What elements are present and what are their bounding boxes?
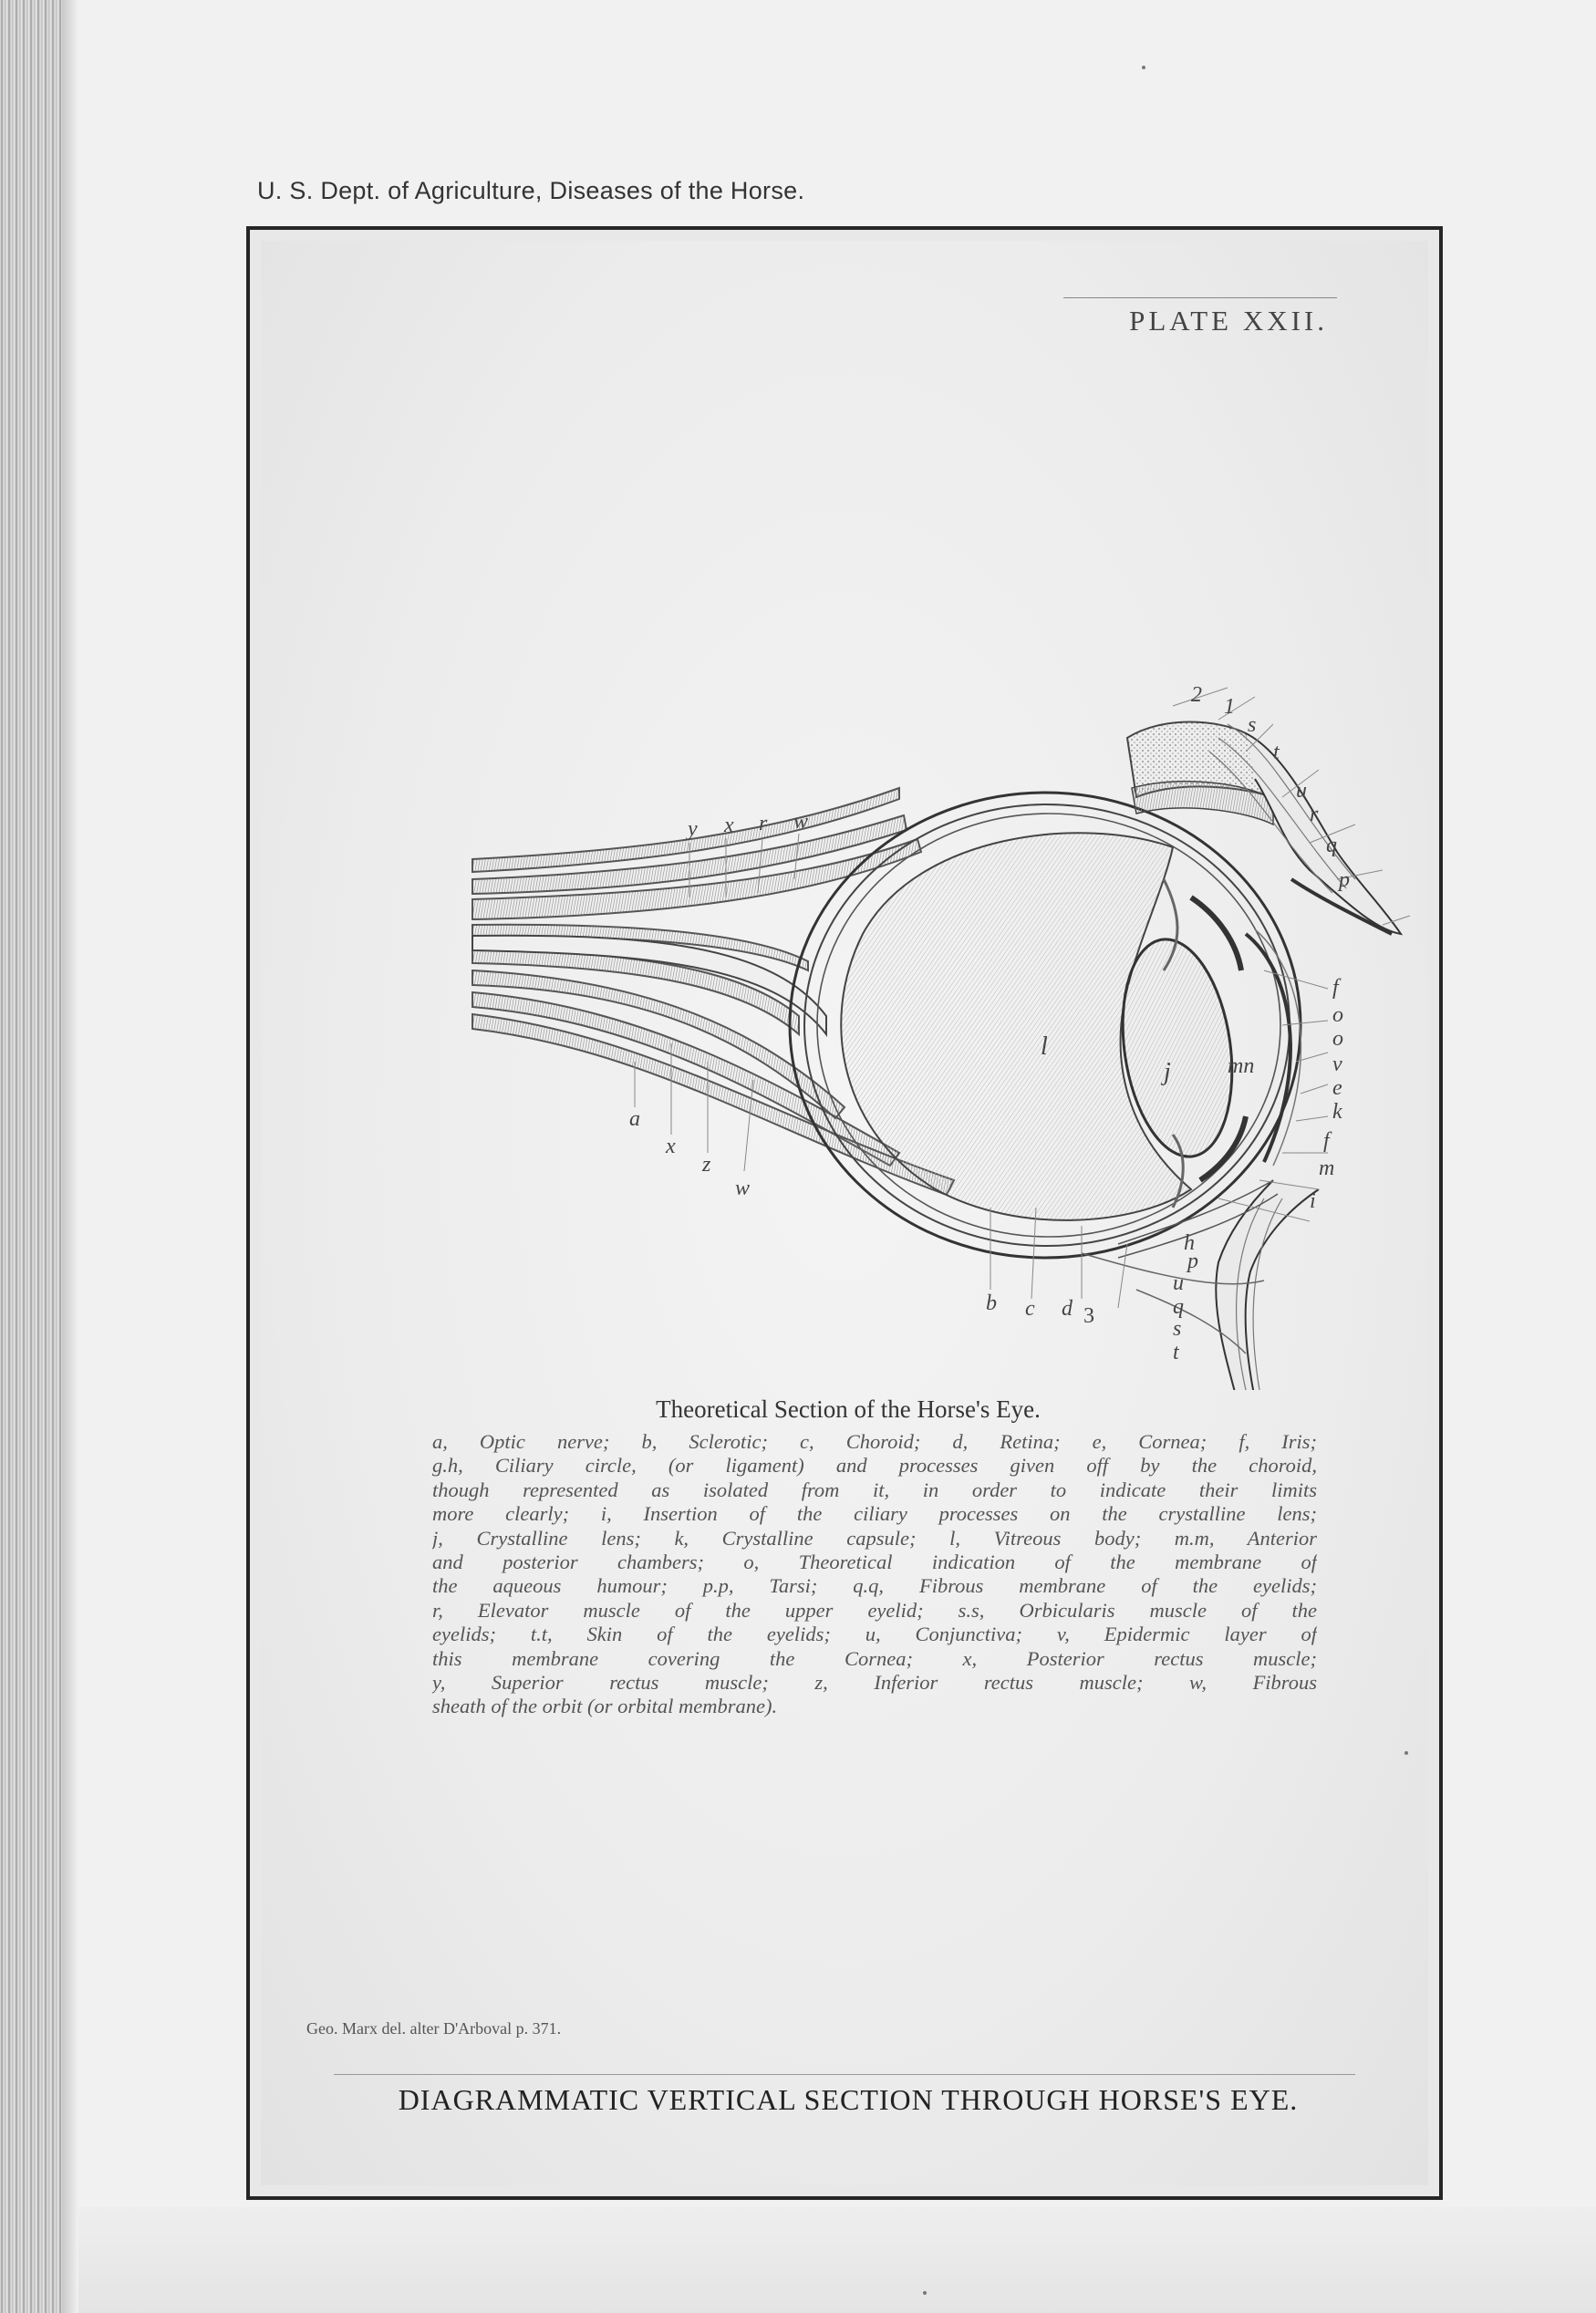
label-q-low: q [1173, 1295, 1184, 1319]
label-q: q [1326, 834, 1337, 857]
label-t-low: t [1173, 1341, 1179, 1364]
book-binding [0, 0, 62, 2313]
paper-fleck [923, 2291, 927, 2295]
page-bottom-margin [78, 2207, 1596, 2313]
label-c: c [1025, 1297, 1035, 1321]
legend-line: a, Optic nerve; b, Sclerotic; c, Choroid; d, Retina; e, Cornea; f, Iris; [432, 1430, 1317, 1453]
label-2: 2 [1191, 683, 1202, 707]
eye-section-diagram [261, 241, 1435, 1390]
legend-line: though represented as isolated from it, in order to indicate their limits [432, 1478, 1317, 1501]
legend-line: this membrane covering the Cornea; x, Posterior rectus muscle; [432, 1646, 1317, 1670]
label-s-low: s [1173, 1317, 1182, 1341]
legend-line: and posterior chambers; o, Theoretical indication of the membrane of [432, 1551, 1317, 1574]
label-u: u [1296, 779, 1307, 803]
running-head: U. S. Dept. of Agriculture, Diseases of the Horse. [257, 177, 805, 204]
label-e: e [1332, 1076, 1342, 1100]
label-y: y [688, 817, 698, 841]
legend-line: eyelids; t.t, Skin of the eyelids; u, Conjunctiva; v, Epidermic layer of [432, 1623, 1317, 1646]
legend-line: r, Elevator muscle of the upper eyelid; s.s, Orbicularis muscle of the [432, 1598, 1317, 1622]
paper-fleck [1142, 66, 1145, 69]
label-i: i [1310, 1189, 1316, 1213]
label-w-top: w [793, 810, 809, 834]
artist-credit: Geo. Marx del. alter D'Arboval p. 371. [306, 2019, 562, 2038]
legend-line: the aqueous humour; p.p, Tarsi; q.q, Fibrous membrane of the eyelids; [432, 1574, 1317, 1598]
label-o-1: o [1332, 1003, 1343, 1027]
paper-fleck [1404, 1751, 1408, 1755]
figure-caption-title: Theoretical Section of the Horse's Eye. [656, 1395, 1041, 1423]
main-title-rule [334, 2074, 1355, 2075]
plate-inner [261, 241, 1428, 2185]
legend-line: j, Crystalline lens; k, Crystalline capsule; l, Vitreous body; m.m, Anterior [432, 1526, 1317, 1550]
label-s: s [1248, 713, 1257, 737]
label-p-low: p [1187, 1250, 1198, 1273]
plate-number: PLATE XXII. [1129, 305, 1328, 337]
label-h: h [1184, 1231, 1195, 1255]
label-x-top: x [724, 814, 734, 837]
label-f-1: f [1332, 976, 1339, 1000]
label-v: v [1332, 1053, 1342, 1076]
legend-line: more clearly; i, Insertion of the ciliary processes on the crystalline lens; [432, 1502, 1317, 1526]
label-mn: mn [1228, 1054, 1255, 1078]
legend-line: y, Superior rectus muscle; z, Inferior rectus muscle; w, Fibrous [432, 1671, 1317, 1695]
label-b: b [986, 1291, 997, 1315]
label-a: a [629, 1107, 640, 1131]
label-x: x [666, 1135, 676, 1158]
legend-line: g.h, Ciliary circle, (or ligament) and processes given off by the choroid, [432, 1454, 1317, 1478]
legend-line: sheath of the orbit (or orbital membrane). [432, 1695, 778, 1718]
label-j: j [1164, 1058, 1171, 1086]
label-t: t [1273, 741, 1280, 764]
label-l: l [1041, 1032, 1048, 1061]
label-u-low: u [1173, 1271, 1184, 1295]
label-f-2: f [1323, 1129, 1330, 1153]
label-w: w [735, 1177, 751, 1200]
figure-legend [432, 1430, 1317, 1719]
label-1: 1 [1224, 695, 1235, 719]
label-r-top: r [759, 812, 768, 835]
label-p: p [1339, 868, 1350, 892]
plate-frame [246, 226, 1443, 2200]
label-r: r [1310, 803, 1319, 826]
plate-title: DIAGRAMMATIC VERTICAL SECTION THROUGH HORSE'S EYE. [398, 2083, 1299, 2116]
lower-eyelid [1216, 1180, 1319, 1390]
binding-shadow [62, 0, 78, 2313]
label-z: z [702, 1153, 711, 1177]
label-o-2: o [1332, 1027, 1343, 1051]
label-3: 3 [1083, 1304, 1094, 1328]
label-d: d [1062, 1297, 1073, 1321]
label-k: k [1332, 1100, 1342, 1124]
label-m: m [1319, 1156, 1335, 1180]
